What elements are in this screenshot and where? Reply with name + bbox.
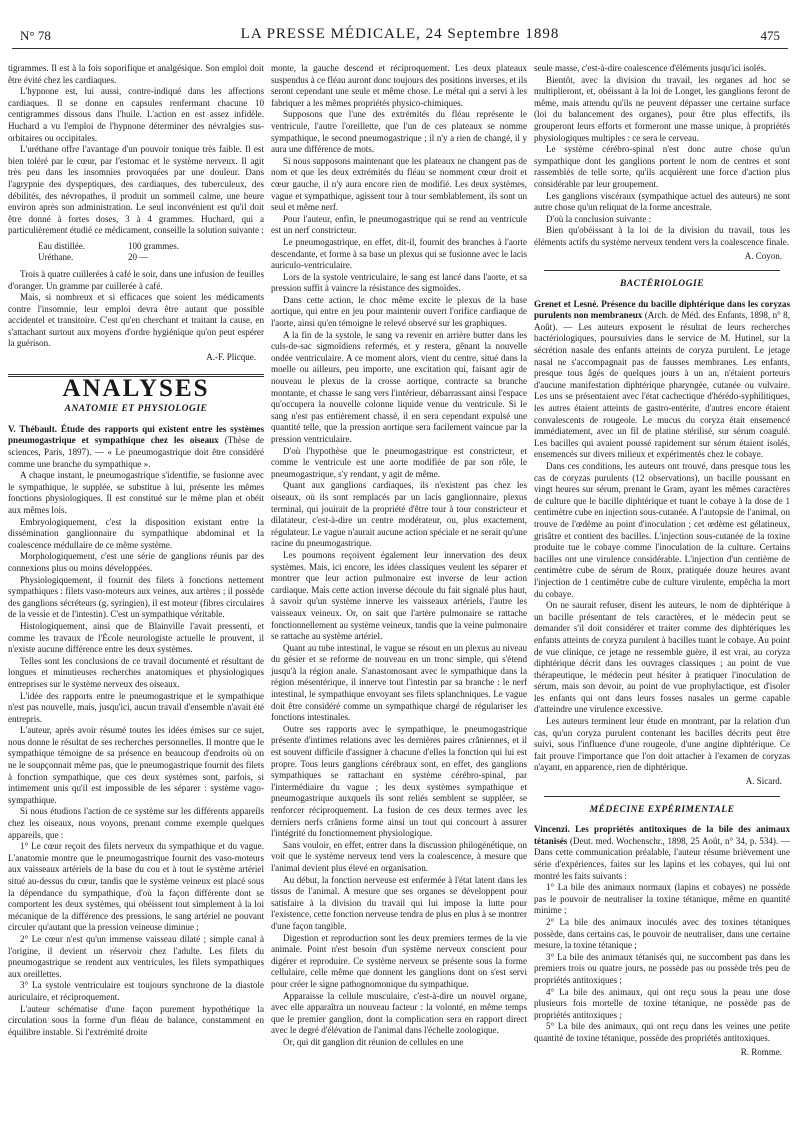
author-signature: A. Coyon. <box>744 250 782 261</box>
paragraph: Morphologiquement, c'est une série de ganglions réunis par des connexions plus ou moins développées. <box>8 551 264 573</box>
list-item: 3° La bile des animaux tétanisés qui, ne succombent pas dans les premiers trois ou quatre jours, ne possède pas ou possède très peu de propriétés antitoxiques ; <box>534 951 790 985</box>
paragraph: Or, qui dit ganglion dit réunion de cellules en une <box>283 1036 464 1047</box>
paragraph: L'idée des rapports entre le pneumogastrique et le sympathique n'est pas nouvelle, mais, jusqu'ici, aucun travail d'ensemble n'avait été entrepris. <box>8 690 264 724</box>
paragraph: seule masse, c'est-à-dire coalescence d'éléments jusqu'ici isolés. <box>534 63 767 73</box>
article-heading <box>8 424 264 470</box>
paragraph: L'auteur schématise d'une façon purement hypothétique la circulation sous la forme d'un fléau de balance, constamment en équilibre instable. Si l'extrémité droite <box>8 1003 264 1037</box>
paragraph: 2° Le cœur n'est qu'un immense vaisseau dilaté ; simple canal à l'origine, il devient un réservoir chez l'adulte. Les filets du pneumogastrique se rendent aux ventricules, les filets sympathiques aux oreillettes. <box>8 933 264 979</box>
section-divider <box>544 796 780 797</box>
paragraph: Sans vouloir, en effet, entrer dans la discussion philogénétique, on voit que le système nerveux tend vers la coalescence, à mesure que l'animal devient plus élevé en organisation. <box>271 839 527 873</box>
paragraph: tigrammes. Il est à la fois soporifique et analgésique. Son emploi doit être évité chez les cardiaques. <box>8 63 264 85</box>
paragraph: D'où l'hypothèse que le pneumogastrique est constricteur, et comme le ventricule est une aorte modifiée de par son rôle, le pneumogastrique, s'y rendant, y agit de même. <box>271 445 527 479</box>
list-item: 2° La bile des animaux inoculés avec des toxines tétaniques possède, dans certains cas, le pouvoir de neutraliser, dans une certaine mesure, la toxine tétanique ; <box>534 916 790 951</box>
column-3 <box>534 63 790 1135</box>
article-title: Vincenzi. Les propriétés antitoxiques de la bile des animaux tétanisés <box>534 824 790 846</box>
paragraph: Physiologiquement, il fournit des filets à fonctions nettement sympathiques : filets vaso-moteurs aux veines, aux artères ; il possède des ganglions sécréteurs (g. syringien), il est moteur (fibres circulaires de la vessie et de l'intestin). C'est un sympathique véritable. <box>8 574 264 620</box>
paragraph: Dans cette action, le choc même excite le plexus de la base aortique, qui entre en jeu pour maintenir ouvert l'orifice cardiaque de l'aorte, ainsi qu'en témoigne le relevé observé sur les graphiques. <box>271 294 527 329</box>
column-2 <box>271 63 527 1135</box>
page-number: 475 <box>760 28 780 43</box>
subsection-title: MÉDECINE EXPÉRIMENTALE <box>589 804 735 815</box>
article-title: Grenet et Lesné. Présence du bacille diphtérique dans les coryzas purulents non membraneux <box>534 298 790 321</box>
paragraph: Lors de la systole ventriculaire, le sang est lancé dans l'aorte, et sa pression suffit à vaincre la résistance des sigmoïdes. <box>271 271 527 294</box>
paragraph: Telles sont les conclusions de ce travail documenté et résultant de longues et minutieuses recherches anatomiques et physiologiques entreprises sur le système nerveux des oiseaux. <box>8 655 264 689</box>
paragraph: 1° Le cœur reçoit des filets nerveux du sympathique et du vague. L'anatomie montre que le pneumogastrique fournit des vaso-moteurs aux vaisseaux artériels de la base du cou et à tout le système artériel situé au-dessus du cœur, tandis que le système veineux est placé sous la dépendance du sympathique, d'où la façon différente dont se comportent les deux systèmes, qui obéissent tout simplement à la loi mécanique de la différence des pressions, le sang artériel ne pouvant circuler qu'autant que la pression veineuse diminue ; <box>8 841 264 933</box>
article-reference: (Arch. de Méd. des Enfants, 1898, n° 8, Août). — Les auteurs exposent le résultat de leurs recherches bactériologiques, poursuivies dans le service de M. Hutinel, sur la sécrétion nasale des enfants atteints de coryza purulent. Le jetage nasal ne s'accompagnait pas de fausses membranes. Les enfants, presque tous âgés de quelques jours à un an, n'étaient porteurs d'aucune manifestation diphtérique pharyngée, cutanée ou vulvaire. Les uns se présentaient avec l'état cachectique d'hérédo-syphilitiques, les autres étaient atteints de gastro-entérite, d'autres encore étaient convalescents de rougeole. Le mucus du coryza était ensemencé immédiatement, avec un fil de platine stérilisé, sur sérum coagulé. Les bacilles qui avaient poussé rapidement sur sérum étaient isolés, ensemencés sur divers milieux et expérimentés chez le cobaye. <box>534 310 790 460</box>
paragraph: Apparaisse la cellule musculaire, c'est-à-dire un nouvel organe, avec elle apparaîtra un nouveau facteur : la volonté, en même temps que le premier ganglion, dont la complication sera en rapport direct avec le degré d'élévation de l'animal dans l'échelle zoologique. <box>271 990 527 1036</box>
article-title: V. Thébault. Étude des rapports qui existent entre les systèmes pneumogastrique et sympathique chez les oiseaux <box>8 423 264 446</box>
journal-title: LA PRESSE MÉDICALE, 24 Septembre 1898 <box>240 26 560 42</box>
running-header <box>12 22 788 49</box>
paragraph: L'auteur, après avoir résumé toutes les idées émises sur ce sujet, nous donne le résultat de ses recherches personnelles. Il montre que le sympathique témoigne de sa présence en beaucoup d'endroits où on ne le soupçonnait même pas, que le pneumogastrique fournit des filets à fonction sympathique, que ces deux systèmes sont, parfois, si intimement unis qu'il est impossible de les séparer : système vago-sympathique. <box>8 725 264 805</box>
paragraph: Outre ses rapports avec le sympathique, le pneumogastrique présente d'intimes relations avec les dernières paires crâniennes, et il est souvent difficile d'assigner à chacune d'elles la fonction qui lui est propre. Tous leurs ganglions cérébraux sont, en effet, des ganglions sympathiques se rattachant en système cérébro-spinal, par l'intermédiaire du vague ; les deux systèmes sympathique et pneumogastrique auxquels ils sont reliés semblent se suppléer, se renforcer réciproquement. La fusion de ces deux termes avec les derniers nerfs crâniens forme ainsi un tout qui concourt à assurer l'intégrité du fonctionnement physiologique. <box>271 723 527 839</box>
paragraph: Pour l'auteur, enfin, le pneumogastrique qui se rend au ventricule est un nerf constricteur. <box>271 213 527 236</box>
section-divider <box>544 270 780 271</box>
paragraph: D'où la conclusion suivante : <box>546 213 652 224</box>
paragraph: Digestion et reproduction sont les deux premiers termes de la vie animale. Point n'est besoin d'un système nerveux conscient pour digérer et reproduire. Ce système nerveux se présente sous la forme cellulaire, celle même que donnent les ganglions dont on s'est servi pour créer le signe pathognomonique du sympathique. <box>271 932 527 989</box>
paragraph: 3° La systole ventriculaire est toujours synchrone de la diastole auriculaire, et réciproquement. <box>8 980 264 1002</box>
list-item: 5° La bile des animaux, qui ont reçu dans les veines une petite quantité de toxine tétanique, possède des propriétés antitoxiques. <box>534 1021 790 1043</box>
three-column-body <box>8 63 792 1135</box>
list-item: 4° La bile des animaux, qui ont reçu sous la peau une dose plusieurs fois mortelle de toxine tétanique, ne possède pas de propriétés antitoxiques ; <box>534 986 790 1020</box>
paragraph: Embryologiquement, c'est la disposition existant entre la dissémination ganglionnaire du sympathique abdominal et la coalescence médullaire de ce même système. <box>8 516 264 550</box>
author-signature: R. Romme. <box>740 1046 782 1057</box>
paragraph: Quant au tube intestinal, le vague se résout en un plexus au niveau du gésier et se reforme de nouveau en un tronc simple, qui s'étend jusqu'à la région anale. S'anastomosant avec le sympathique dans la région mésentérique, il innerve tout l'intestin par sa branche : le nerf intestinal, le sympathique envoyant ses filets splanchniques. Le vague doit être considéré comme un sympathique chargé de régulariser les fonctions intestinales. <box>271 642 527 723</box>
prescription-formula <box>38 241 264 263</box>
paragraph: Au début, la fonction nerveuse est enfermée à l'état latent dans les tissus de l'animal. A mesure que ses organes se développent pour satisfaire à la division du travail qui lui impose la lutte pour l'existence, cette fonction nerveuse tendra de plus en plus à se montrer d'une façon tangible. <box>271 874 527 931</box>
section-title: ANALYSES <box>62 374 210 402</box>
article-heading <box>534 299 790 461</box>
list-item: 1° La bile des animaux normaux (lapins et cobayes) ne possède pas le pouvoir de neutraliser la toxine tétanique, même en quantité minime ; <box>534 882 790 916</box>
paragraph: Quant aux ganglions cardiaques, ils n'existent pas chez les oiseaux, où ils sont remplacés par un lacis ganglionnaire, plexus terminal, qui jouirait de la propriété d'être tour à tour constricteur et dilatateur, c'est-à-dire un centre modérateur, ou, plus exactement, régulateur. Le vague n'aurait aucune action spéciale et ne serait qu'une racine du pneumogastrique. <box>271 480 527 549</box>
paragraph: Bien qu'obéissant à la loi de la division du travail, tous les éléments actifs du système nerveux tendent vers la coalescence finale. <box>534 225 790 247</box>
paragraph: Le pneumogastrique, en effet, dit-il, fournit des branches à l'aorte descendante, et forme à sa base un plexus qui se fusionne avec le lacis auriculo-ventriculaire. <box>271 236 527 271</box>
paragraph: A la fin de la systole, le sang va revenir en arrière butter dans les culs-de-sac sigmoïdiens refermés, et y restera, gênant la nouvelle ondée ventriculaire. A ce moment alors, vient du centre, situé dans la moelle ou ailleurs, peu importe, une excitation qui, faisant agir de nouveau le plexus de la crosse aortique, contracte sa branche montante, et chasse le sang vers l'intérieur, débarrassant ainsi l'espace qu'occupera la nouvelle colonne liquide venue du ventricule. Si le sang n'est pas entièrement chassé, il en sera cependant expulsé une quantité telle, que la pression aortique sera facilement vaincue par la pression ventriculaire. <box>271 329 527 444</box>
paragraph: L'uréthane offre l'avantage d'un pouvoir tonique très faible. Il est bien toléré par le cœur, par l'estomac et le système nerveux. Il agit très peu dans les insomnies provoquées par une douleur. Dans l'agrypnie des dyspeptiques, des cardiaques, des tuberculeux, des débilités, des névropathes, il produit un sommeil calme, une heure environ après son administration. Le seul inconvénient est qu'il doit être donné à fortes doses, 3 à 4 grammes. Huchard, qui a particulièrement étudié ce médicament, conseille la solution suivante : <box>8 144 264 236</box>
article-reference: (Thèse de sciences, Paris, 1897). — « Le pneumogastrique doit être considéré comme une branche du sympathique ». <box>8 435 264 469</box>
paragraph: Histologiquement, ainsi que de Blainville l'avait pressenti, et comme les travaux de l'École neurologiste actuelle le prouvent, il n'existe aucune différence entre les deux systèmes. <box>8 620 264 655</box>
issue-number: N° 78 <box>20 28 51 43</box>
paragraph: On ne saurait refuser, disent les auteurs, le nom de diphtérique à un bacille présentant de tels caractères, et le médecin peut se demander s'il doit considérer et traiter comme des diphtériques les enfants atteints de coryza purulent à bacilles tuant le cobaye. Au point de vue clinique, ce jetage ne ressemble guère, il est vrai, au coryza diphtérique décrit dans les ouvrages classiques ; au point de vue thérapeutique, le médecin peut hésiter à pratiquer l'inoculation de sérum, mais son devoir, au point de vue prophylactique, est d'isoler les enfants qui ont dans leurs fosses nasales un germe capable d'atteindre une virulence excessive. <box>534 600 790 715</box>
formula-line: Eau distillée. 100 grammes. <box>38 240 179 251</box>
paragraph: Supposons que l'une des extrémités du fléau représente le ventricule, l'autre l'oreillette, que l'un de ces plateaux se nomme sympathique, le second pneumogastrique ; il n'y a rien de changé, il y aura une différence de mots. <box>271 109 527 155</box>
article-reference: (Deut. med. Wochenschr., 1898, 25 Août, n° 34, p. 534). — Dans cette communication préalable, l'auteur résume brièvement une série d'expériences, faites sur les lapins et les cobayes, qui lui ont montré les faits suivants : <box>534 835 790 881</box>
paragraph: Les auteurs terminent leur étude en montrant, par la relation d'un cas, qu'un coryza purulent contenant les bacilles décrits peut être suivi, sous l'influence d'une rougeole, d'une angine diphtérique. Ce fait prouve l'importance que l'on doit attacher à l'examen de coryzas n'ayant, en apparence, rien de diphtérique. <box>534 716 790 773</box>
paragraph: Si nous supposons maintenant que les plateaux ne changent pas de nom et que les deux extrémités du fléau se nomment cœur droit et cœur gauche, il n'y aura encore rien de modifié. Les deux systèmes, vague et sympathique, agissent tour à tour semblablement, ils sont un seul et même nerf. <box>271 155 527 213</box>
paragraph: monte, la gauche descend et réciproquement. Les deux plateaux suspendus à ce fléau auront donc toujours des positions inverses, et ils seront cependant une seule et même chose. Le métal qui a servi à les fabriquer a les mêmes propriétés physico-chimiques. <box>271 63 527 108</box>
paragraph: A chaque instant, le pneumogastrique s'identifie, se fusionne avec le sympathique, le supplée, se substitue à lui, présente les mêmes fonctions physiologiques. Il est constitué sur le même plan et obéit aux mêmes lois. <box>8 470 264 515</box>
author-signature: A.-F. Plicque. <box>206 352 256 363</box>
paragraph: L'hypnone est, lui aussi, contre-indiqué dans les affections cardiaques. Il se donne en capsules renfermant chacune 10 centigrammes dissous dans l'huile. L'action en est assez infidèle. Huchard a vu l'emploi de l'hypnone déterminer des névralgies sus-orbitaires ou occipitales. <box>8 86 264 143</box>
paragraph: Mais, si nombreux et si efficaces que soient les médicaments contre l'insomnie, leur emploi devra être autant que possible accidentel et transitoire. C'est qu'en cherchant et traitant la cause, en s'attachant surtout aux moyens d'ordre hygiénique qu'on peut espérer la guérison. <box>8 292 264 349</box>
paragraph: Bientôt, avec la division du travail, les organes ad hoc se multiplieront, et, obéissant à la loi de Longet, les ganglions feront de même, mais attendu qu'ils ne peuvent dépasser une certaine surface (loi du balancement des organes), pour être plus effectifs, ils grouperont leurs efforts et formeront une masse unique, à propriétés physiologiques multiples : ce sera le cerveau. <box>534 74 790 143</box>
paragraph: Trois à quatre cuillerées à café le soir, dans une infusion de feuilles d'oranger. Un gramme par cuillerée à café. <box>8 268 264 291</box>
paragraph: Les poumons reçoivent également leur innervation des deux systèmes. Mais, ici encore, les idées classiques veulent les séparer et montrer que leur action pulmonaire est inverse de leur action cardiaque. Mais cette action inverse découle du fait signalé plus haut, à savoir qu'un système innerve les vaisseaux artériels, l'autre les vaisseaux veineux. Or, on sait que l'artère pulmonaire se rattache fonctionnellement au système veineux, tandis que la veine pulmonaire se rattache au système artériel. <box>271 549 527 642</box>
paragraph: Les ganglions viscéraux (sympathique actuel des auteurs) ne sont autre chose qu'un reliquat de la forme ancestrale. <box>534 190 790 213</box>
subsection-title: ANATOMIE ET PHYSIOLOGIE <box>64 404 208 415</box>
column-1 <box>8 63 264 1135</box>
paragraph: Dans ces conditions, les auteurs ont trouvé, dans presque tous les cas de coryzas purulents (12 observations), un bacille poussant en vingt heures sur sérum, prenant le Gram, ayant les mêmes caractères de culture que le bacille diphtérique et tuant le cobaye à la dose de 1 centimètre cube en injection sous-cutanée. A l'autopsie de l'animal, on trouve de l'œdème au point d'inoculation ; cet œdème est gélatineux, grisâtre et contient des bacilles. L'injection sous-cutanée de la toxine produite tue le cobaye comme l'inoculation de la culture. Certains bacilles ont une virulence considérable. L'injection d'un centième de centimètre cube de sérum de Roux, pratiquée douze heures avant l'injection de 1 centimètre cube de culture virulente, empêcha la mort du cobaye. <box>534 461 790 599</box>
paragraph: Le système cérébro-spinal n'est donc autre chose qu'un sympathique dont les ganglions portent le nom de centres et sont rassemblés de telle sorte, qu'ils acquièrent une force d'action plus considérable par leur groupement. <box>534 144 790 189</box>
author-signature: A. Sicard. <box>745 776 782 787</box>
subsection-title: BACTÉRIOLOGIE <box>619 279 705 290</box>
paragraph: Si nous étudions l'action de ce système sur les différents appareils chez les oiseaux, nous voyons, prenant comme exemple quelques appareils, que : <box>8 806 264 840</box>
article-heading <box>534 824 790 882</box>
formula-line: Uréthane. 20 — <box>38 251 149 262</box>
